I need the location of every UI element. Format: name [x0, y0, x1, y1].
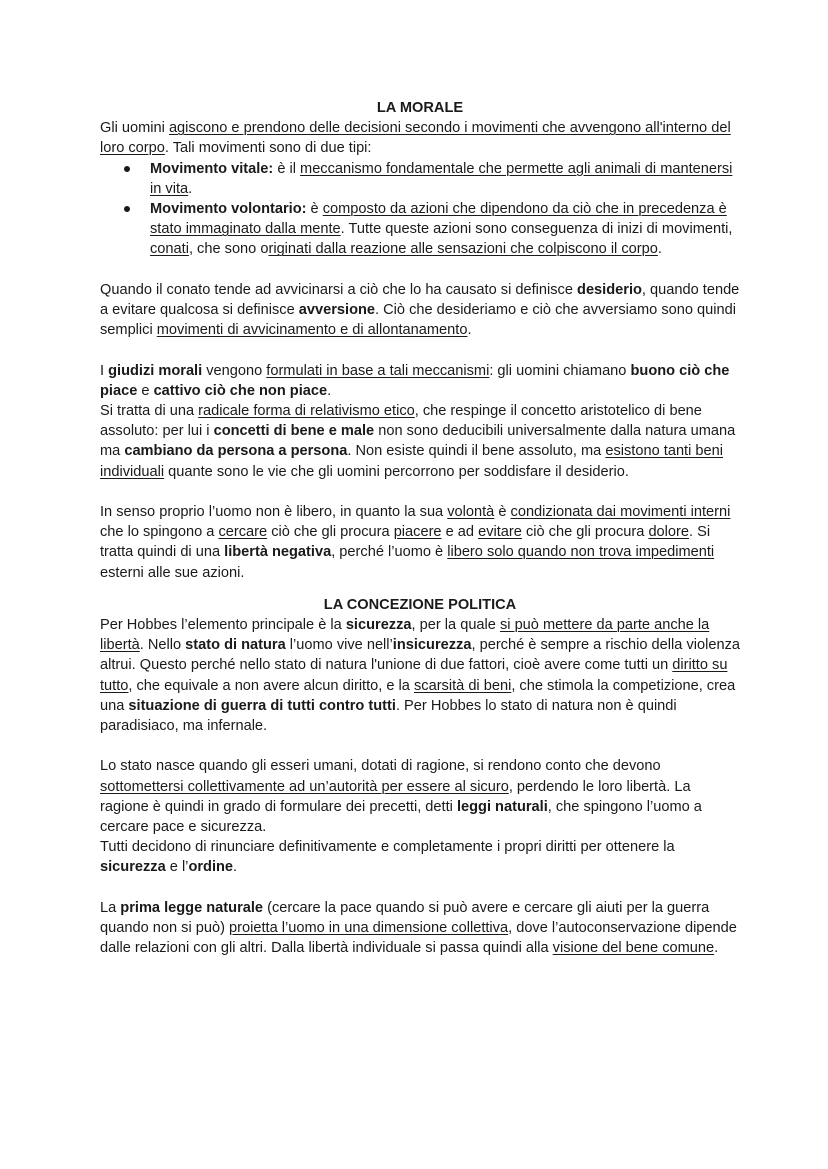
bold-text: cambiano da persona a persona [124, 443, 348, 460]
text-run: è il [273, 160, 301, 177]
text-run: . [657, 241, 662, 258]
text-run: , dove l’autoconservazione dipende dalle relazioni con gli altri. Dalla libertà individuale si passa quindi alla [100, 920, 737, 957]
underlined-text: conati [150, 241, 189, 258]
list-item-movimento-vitale [150, 159, 740, 199]
text-run: quante sono le vie che gli uomini percorrono per soddisfare il desiderio. [164, 463, 629, 480]
underlined-text: si può mettere da parte anche la libertà [100, 617, 710, 654]
underlined-text: diritto su tutto [100, 657, 728, 694]
section-title-politica: LA CONCEZIONE POLITICA [323, 596, 517, 613]
paragraph-intro [100, 118, 740, 158]
text-run: (cercare la pace quando si può avere e cercare gli aiuti per la guerra quando non si può) [100, 899, 710, 937]
underlined-text: dolore [648, 524, 690, 541]
text-run: . Non esiste quindi il bene assoluto, ma [347, 443, 606, 460]
text-run: l’uomo vive nell’ [285, 637, 393, 654]
text-run: Lo stato nasce quando gli esseri umani, dotati di ragione, si rendono conto che devono [100, 758, 661, 775]
text-run: esterni alle sue azioni. [100, 564, 245, 581]
text-run: . Ciò che desideriamo e ciò che avversiamo sono quindi semplici [100, 302, 736, 339]
bullet-dot-icon [124, 166, 130, 172]
text-run: . [714, 940, 719, 957]
bold-text: desiderio [577, 281, 642, 298]
text-run: . [188, 180, 193, 197]
text-run: non sono deducibili universalmente dalla natura umana ma [100, 423, 736, 460]
text-run: , perché è sempre a rischio della violenza altrui. Questo perché nello stato di natura l'unione di due fattori, cioè avere come tutti un [100, 637, 740, 674]
document-page [100, 98, 740, 958]
text-run: Gli uomini [100, 120, 169, 137]
underlined-text: volontà [447, 504, 495, 521]
bold-text: sicurezza [100, 859, 166, 876]
text-run: ciò che gli procura [521, 524, 649, 541]
bold-text: Movimento vitale: [150, 160, 274, 177]
text-run: , che spingono l’uomo a cercare pace e sicurezza. [100, 798, 702, 836]
underlined-text: riginati dalla reazione alle sensazioni che colpiscono il corpo [268, 241, 658, 258]
underlined-text: sottomettersi collettivamente ad un’autorità per essere al sicuro [100, 778, 509, 795]
underlined-text: esistono tanti beni individuali [100, 443, 724, 480]
list-item-text [150, 161, 732, 197]
paragraph-giudizi-morali [100, 361, 740, 401]
text-run: , che stimola la competizione, crea una [100, 677, 736, 714]
text-run: La [100, 899, 121, 916]
text-run: . Per Hobbes lo stato di natura non è quindi paradisiaco, ma infernale. [100, 697, 677, 735]
text-run: , quando tende a evitare qualcosa si definisce [100, 281, 740, 319]
text-run: che lo spingono a [100, 524, 219, 541]
paragraph-relativismo [100, 401, 740, 482]
list-item-movimento-volontario [150, 199, 740, 260]
text-run: . [467, 322, 472, 339]
text-run: : gli uomini chiamano [489, 362, 631, 379]
underlined-text: visione del bene comune [552, 940, 715, 957]
bold-text: leggi naturali [456, 798, 548, 815]
underlined-text: condizionata dai movimenti interni [510, 504, 731, 521]
underlined-text: libero solo quando non trova impedimenti [447, 544, 715, 561]
underlined-text: scarsità di beni [413, 677, 512, 694]
text-run: Quando il conato tende ad avvicinarsi a ciò che lo ha causato si definisce [100, 281, 578, 298]
text-run: . Tali movimenti sono di due tipi: [164, 140, 372, 157]
bold-text: libertà negativa [224, 544, 332, 561]
text-run: , perdendo le loro libertà. La ragione è quindi in grado di formulare dei precetti, detti [100, 778, 691, 815]
text-run: e l’ [165, 859, 189, 876]
section-title-morale: LA MORALE [376, 100, 464, 116]
bold-text: situazione di guerra di tutti contro tutti [128, 697, 396, 714]
text-run: . [233, 859, 238, 876]
text-run: In senso proprio l’uomo non è libero, in quanto la sua [100, 504, 448, 521]
paragraph-prima-legge [100, 898, 740, 959]
text-run: Si tratta di una [100, 403, 199, 420]
text-run: ciò che gli procura [267, 524, 394, 541]
bold-text: prima legge naturale [120, 899, 264, 916]
underlined-text: radicale forma di relativismo etico [198, 403, 415, 420]
underlined-text: agiscono e prendono delle decisioni secondo i movimenti che avvengono all'interno del loro corpo [100, 120, 731, 157]
underlined-text: evitare [478, 524, 522, 541]
paragraph-desiderio [100, 280, 740, 341]
underlined-text: piacere [393, 524, 442, 541]
text-run: I [100, 362, 109, 379]
underlined-text: formulati in base a tali meccanismi [266, 362, 490, 379]
text-run: e [137, 382, 154, 399]
underlined-text: movimenti di avvicinamento e di allontanamento [156, 322, 468, 339]
bold-text: insicurezza [392, 637, 472, 654]
text-run: , che sono o [188, 241, 269, 258]
text-run: Tutti decidono di rinunciare definitivamente e completamente i propri diritti per ottenere la [100, 839, 675, 856]
bold-text: avversione [298, 302, 376, 319]
text-run: e ad [441, 524, 479, 541]
text-run: . Nello [139, 637, 186, 654]
bold-text: sicurezza [345, 617, 412, 634]
underlined-text: meccanismo fondamentale che permette agli animali di mantenersi in vita [150, 160, 733, 197]
text-run: Per Hobbes l’elemento principale è la [100, 617, 346, 634]
text-run: . Si tratta quindi di una [100, 524, 711, 561]
bold-text: concetti di bene e male [213, 423, 375, 440]
paragraph-rinuncia [100, 837, 740, 877]
paragraph-liberta [100, 502, 740, 583]
underlined-text: cercare [218, 524, 268, 541]
bold-text: buono ciò che piace [100, 362, 730, 399]
underlined-text: composto da azioni che dipendono da ciò che in precedenza è stato immaginato dalla mente [150, 201, 727, 238]
underlined-text: proietta l’uomo in una dimensione collettiva [229, 920, 509, 937]
list-item-text [150, 201, 732, 257]
text-run: , perché l’uomo è [331, 544, 448, 561]
paragraph-sicurezza [100, 615, 740, 736]
bold-text: Movimento volontario: [150, 201, 307, 218]
paragraph-stato [100, 756, 740, 837]
movement-types-list [100, 159, 740, 260]
text-run: . Tutte queste azioni sono conseguenza di inizi di movimenti, [340, 221, 733, 238]
bold-text: ordine [188, 859, 234, 876]
text-run: è [306, 201, 323, 218]
bold-text: stato di natura [185, 637, 286, 654]
text-run: vengono [202, 362, 267, 379]
bold-text: cattivo ciò che non piace [153, 382, 328, 399]
text-run: . [327, 382, 332, 399]
text-run: , che respinge il concetto aristotelico di bene assoluto: per lui i [100, 403, 702, 440]
text-run: , per la quale [411, 617, 500, 634]
bold-text: giudizi morali [108, 362, 203, 379]
text-run: è [494, 504, 511, 521]
text-run: , che equivale a non avere alcun diritto, e la [128, 677, 414, 694]
bullet-dot-icon [124, 206, 130, 212]
